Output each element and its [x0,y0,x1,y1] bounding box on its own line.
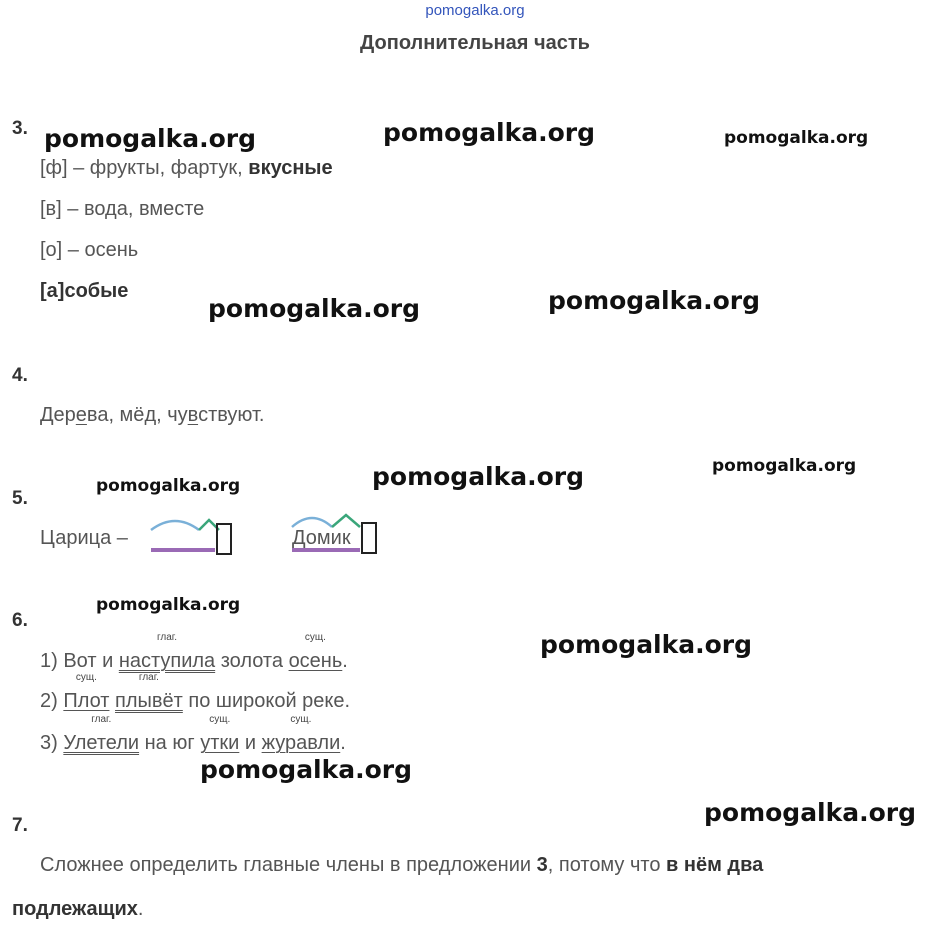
watermark: pomogalka.org [96,476,241,496]
task-6-sentence-2: 2) сущ. Плот глаг. плывёт по широкой реке. [40,672,351,712]
watermark: pomogalka.org [383,118,596,147]
watermark: pomogalka.org [704,798,917,827]
ending-box [362,523,376,553]
task-3-line-4: [а]собые [40,280,129,302]
task-4-line: Дерева, мёд, чувствуют. [40,404,265,426]
top-watermark: pomogalka.org [425,2,525,19]
task-7-line-1: Сложнее определить главные члены в предложении 3, потому что в нём два [40,854,764,876]
word-2-morpheme-diagram [286,505,386,560]
suffix-mark [332,515,360,527]
watermark: pomogalka.org [712,456,857,476]
watermark: pomogalka.org [548,286,761,315]
task-3-line-3: [о] – осень [40,239,139,261]
watermark: pomogalka.org [208,294,421,323]
watermark: pomogalka.org [372,462,585,491]
watermark: pomogalka.org [96,595,241,615]
task-5-word-2: Домик [292,527,351,549]
task-5-number: 5. [12,488,28,509]
task-6-sentence-1: 1) Вот и глаг. наступила золота сущ. осень. [40,632,348,672]
word-1-morpheme-diagram [145,512,240,560]
root-arc [151,521,199,530]
watermark: pomogalka.org [540,630,753,659]
root-arc [292,518,332,527]
task-3-line-1: [ф] – фрукты, фартук, вкусные [40,157,333,179]
watermark: pomogalka.org [724,128,869,148]
watermark: pomogalka.org [200,755,413,784]
task-5-word-1: Царица – [40,527,128,549]
task-7-line-2: подлежащих. [12,898,144,920]
task-4-number: 4. [12,365,28,386]
task-3-line-2: [в] – вода, вместе [40,198,205,220]
task-3-number: 3. [12,118,28,139]
task-6-sentence-3: 3) глаг. Улетели на юг сущ. утки и сущ. журавли. [40,714,346,754]
task-7-number: 7. [12,815,28,836]
watermark: pomogalka.org [44,124,257,153]
page-heading: Дополнительная часть [360,32,590,54]
task-6-number: 6. [12,610,28,631]
